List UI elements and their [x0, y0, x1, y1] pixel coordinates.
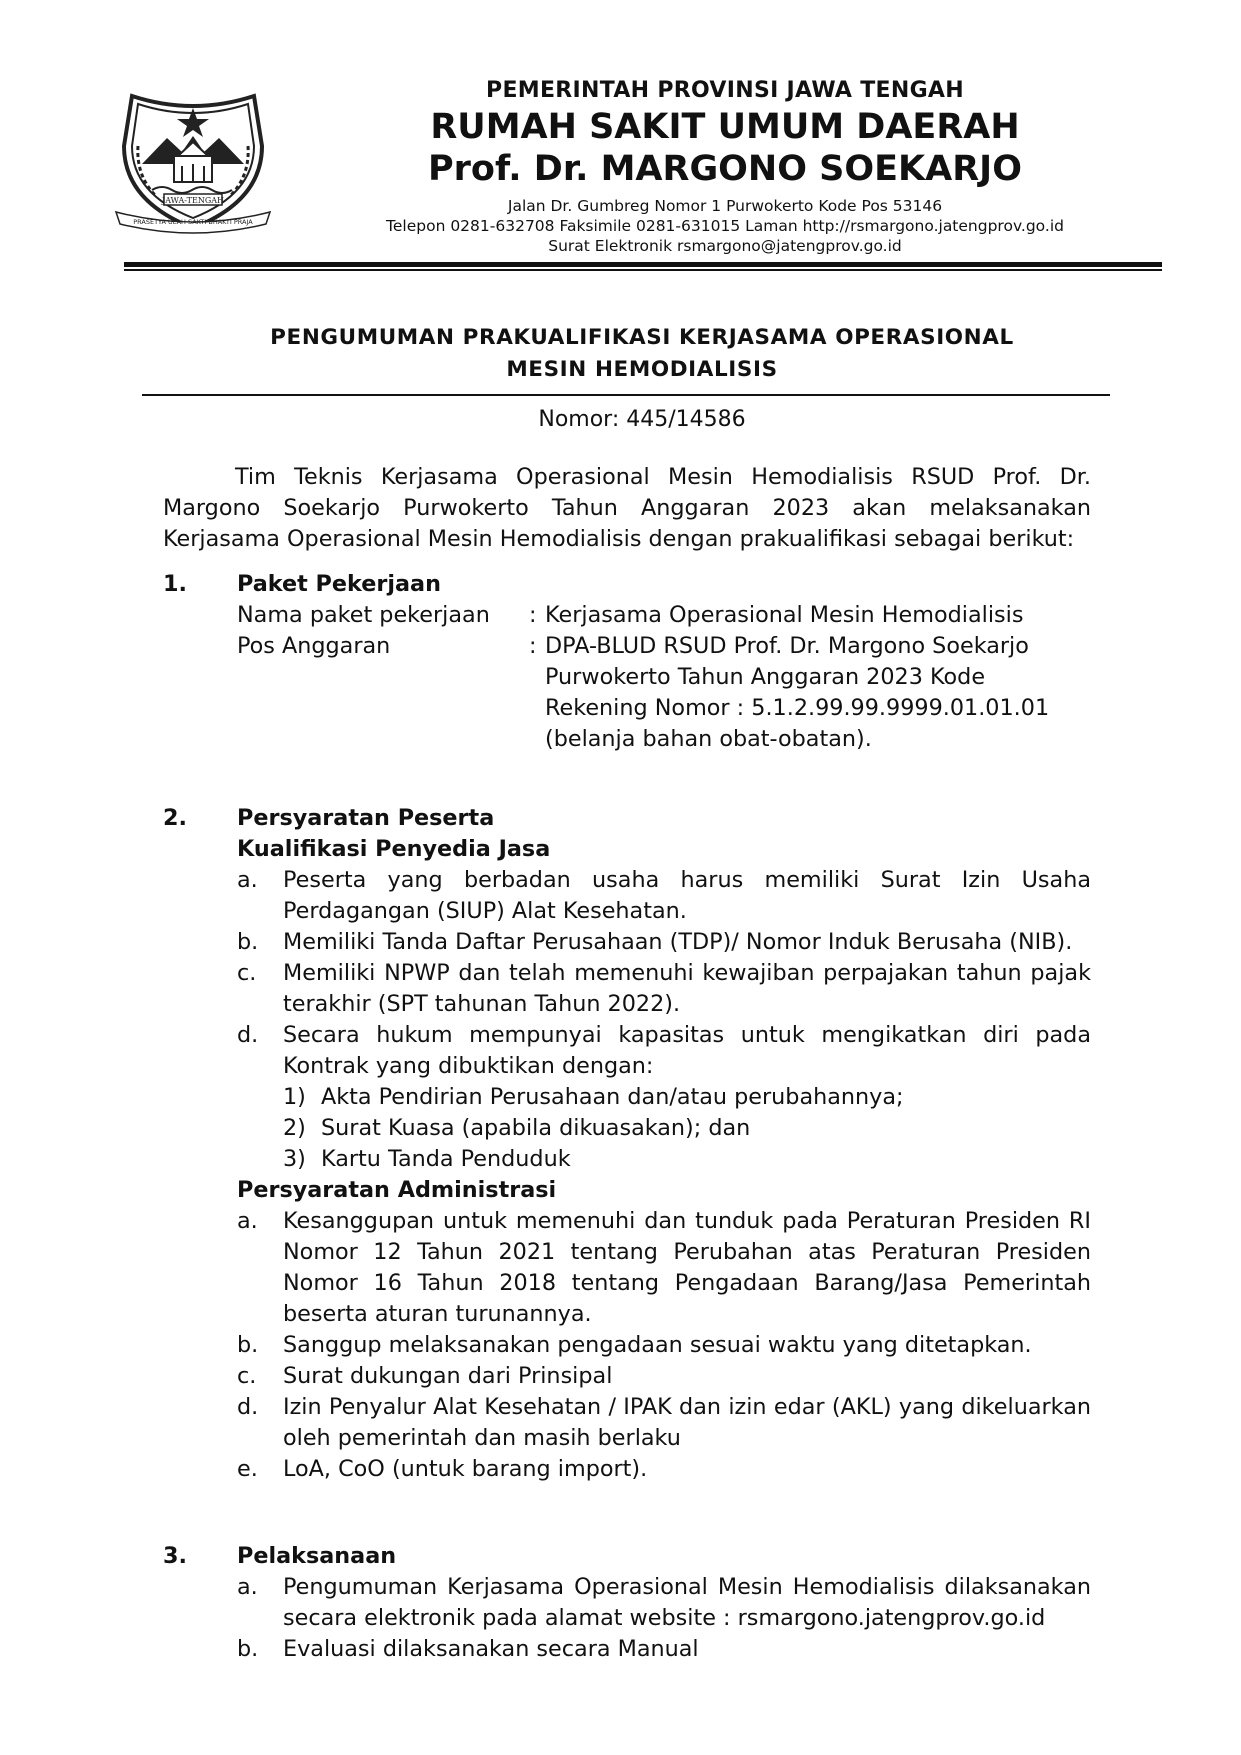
list-marker: b.: [237, 1636, 259, 1662]
document-title-line2: MESIN HEMODIALISIS: [506, 357, 778, 382]
list-item: [237, 927, 1091, 958]
document-proof-list: [283, 1082, 1091, 1175]
qualification-list: [237, 865, 1091, 1175]
list-marker: e.: [237, 1456, 258, 1482]
jawa-tengah-emblem-icon: [112, 86, 274, 236]
document-title: [142, 322, 1142, 386]
list-text: Izin Penyalur Alat Kesehatan / IPAK dan izin edar (AKL) yang dikeluarkan oleh pemerintah dan masih berlaku: [283, 1394, 1091, 1451]
emblem-ribbon-text: JAWA-TENGAH: [162, 196, 224, 205]
subsection-title: Kualifikasi Penyedia Jasa: [237, 836, 551, 862]
document-number: Nomor: 445/14586: [538, 407, 746, 432]
list-marker: b.: [237, 1332, 259, 1358]
administration-list: [237, 1206, 1091, 1485]
list-item: [237, 1020, 1091, 1175]
section-title: Pelaksanaan: [237, 1543, 397, 1569]
emblem-motto-text: PRASETYA ULAH SAKTI BHAKTI PRAJA: [133, 218, 253, 226]
letterhead-divider-thin: [124, 269, 1162, 271]
letterhead-address: Jalan Dr. Gumbreg Nomor 1 Purwokerto Kode Pos 53146: [507, 197, 943, 215]
list-text: Akta Pendirian Perusahaan dan/atau perubahannya;: [321, 1084, 904, 1110]
list-marker: d.: [237, 1394, 259, 1420]
letterhead-divider-thick: [124, 262, 1162, 267]
row-value: Kerjasama Operasional Mesin Hemodialisis: [545, 602, 1024, 628]
list-text: Peserta yang berbadan usaha harus memiliki Surat Izin Usaha Perdagangan (SIUP) Alat Kesehatan.: [283, 867, 1091, 924]
list-item: [237, 1206, 1091, 1330]
list-text: Memiliki NPWP dan telah memenuhi kewajiban perpajakan tahun pajak terakhir (SPT tahunan Tahun 2022).: [283, 960, 1091, 1017]
list-item: [237, 1572, 1091, 1634]
list-text: Sanggup melaksanakan pengadaan sesuai waktu yang ditetapkan.: [283, 1332, 1032, 1358]
list-marker: c.: [237, 1363, 257, 1389]
list-marker: 2): [283, 1115, 306, 1141]
list-item: [237, 1330, 1091, 1361]
list-text: Evaluasi dilaksanakan secara Manual: [283, 1636, 699, 1662]
list-text: Kesanggupan untuk memenuhi dan tunduk pada Peraturan Presiden RI Nomor 12 Tahun 2021 tentang Perubahan atas Peraturan Presiden Nomor 16 Tahun 2018 tentang Pengadaan Barang/Jasa Pemerintah beserta aturan turunannya.: [283, 1208, 1091, 1327]
letterhead: [340, 76, 1110, 256]
list-text: LoA, CoO (untuk barang import).: [283, 1456, 648, 1482]
implementation-list: [237, 1572, 1091, 1665]
section-number: 2.: [163, 805, 187, 831]
list-item: [237, 1361, 1091, 1392]
list-item: [283, 1144, 1091, 1175]
row-key: Nama paket pekerjaan: [237, 602, 490, 628]
list-text: Secara hukum mempunyai kapasitas untuk mengikatkan diri pada Kontrak yang dibuktikan dengan:: [283, 1022, 1091, 1079]
list-marker: a.: [237, 1208, 258, 1234]
list-marker: b.: [237, 929, 259, 955]
key-value-row: [237, 600, 1091, 631]
section-paket-pekerjaan: [163, 569, 1091, 755]
document-body: [163, 462, 1091, 1665]
subsection-title: Persyaratan Administrasi: [237, 1177, 557, 1203]
list-marker: 3): [283, 1146, 306, 1172]
list-item: [283, 1113, 1091, 1144]
list-item: [237, 1392, 1091, 1454]
letterhead-government: PEMERINTAH PROVINSI JAWA TENGAH: [486, 78, 964, 103]
row-key: Pos Anggaran: [237, 633, 391, 659]
list-text: Surat Kuasa (apabila dikuasakan); dan: [321, 1115, 751, 1141]
list-marker: a.: [237, 867, 258, 893]
key-value-row: [237, 631, 1091, 755]
list-text: Pengumuman Kerjasama Operasional Mesin Hemodialisis dilaksanakan secara elektronik pada alamat website : rsmargono.jatengprov.go.id: [283, 1574, 1091, 1631]
list-item: [237, 1634, 1091, 1665]
section-persyaratan-peserta: [163, 803, 1091, 1485]
list-marker: d.: [237, 1022, 259, 1048]
section-number: 1.: [163, 571, 187, 597]
letterhead-hospital-type: RUMAH SAKIT UMUM DAERAH: [430, 107, 1020, 147]
row-colon: :: [529, 602, 537, 628]
row-value: DPA-BLUD RSUD Prof. Dr. Margono Soekarjo Purwokerto Tahun Anggaran 2023 Kode Rekening Nomor : 5.1.2.99.99.9999.01.01.01 (belanja bahan obat-obatan).: [545, 633, 1050, 752]
list-text: Memiliki Tanda Daftar Perusahaan (TDP)/ Nomor Induk Berusaha (NIB).: [283, 929, 1073, 955]
section-pelaksanaan: [163, 1541, 1091, 1665]
list-item: [237, 1454, 1091, 1485]
list-marker: 1): [283, 1084, 306, 1110]
list-item: [237, 958, 1091, 1020]
section-title: Persyaratan Peserta: [237, 805, 495, 831]
title-underline: [142, 394, 1110, 396]
letterhead-email: Surat Elektronik rsmargono@jatengprov.go.id: [548, 237, 902, 255]
list-marker: c.: [237, 960, 257, 986]
list-text: Kartu Tanda Penduduk: [321, 1146, 571, 1172]
section-number: 3.: [163, 1543, 187, 1569]
letterhead-contact: Telepon 0281-632708 Faksimile 0281-631015 Laman http://rsmargono.jatengprov.go.id: [386, 217, 1064, 235]
document-title-line1: PENGUMUMAN PRAKUALIFIKASI KERJASAMA OPERASIONAL: [270, 325, 1014, 350]
section-title: Paket Pekerjaan: [237, 571, 441, 597]
list-marker: a.: [237, 1574, 258, 1600]
row-colon: :: [529, 633, 537, 659]
intro-paragraph: Tim Teknis Kerjasama Operasional Mesin Hemodialisis RSUD Prof. Dr. Margono Soekarjo Purwokerto Tahun Anggaran 2023 akan melaksanakan Kerjasama Operasional Mesin Hemodialisis dengan prakualifikasi sebagai berikut:: [163, 464, 1091, 552]
list-item: [283, 1082, 1091, 1113]
letterhead-hospital-name: Prof. Dr. MARGONO SOEKARJO: [428, 149, 1022, 189]
list-item: [237, 865, 1091, 927]
list-text: Surat dukungan dari Prinsipal: [283, 1363, 613, 1389]
